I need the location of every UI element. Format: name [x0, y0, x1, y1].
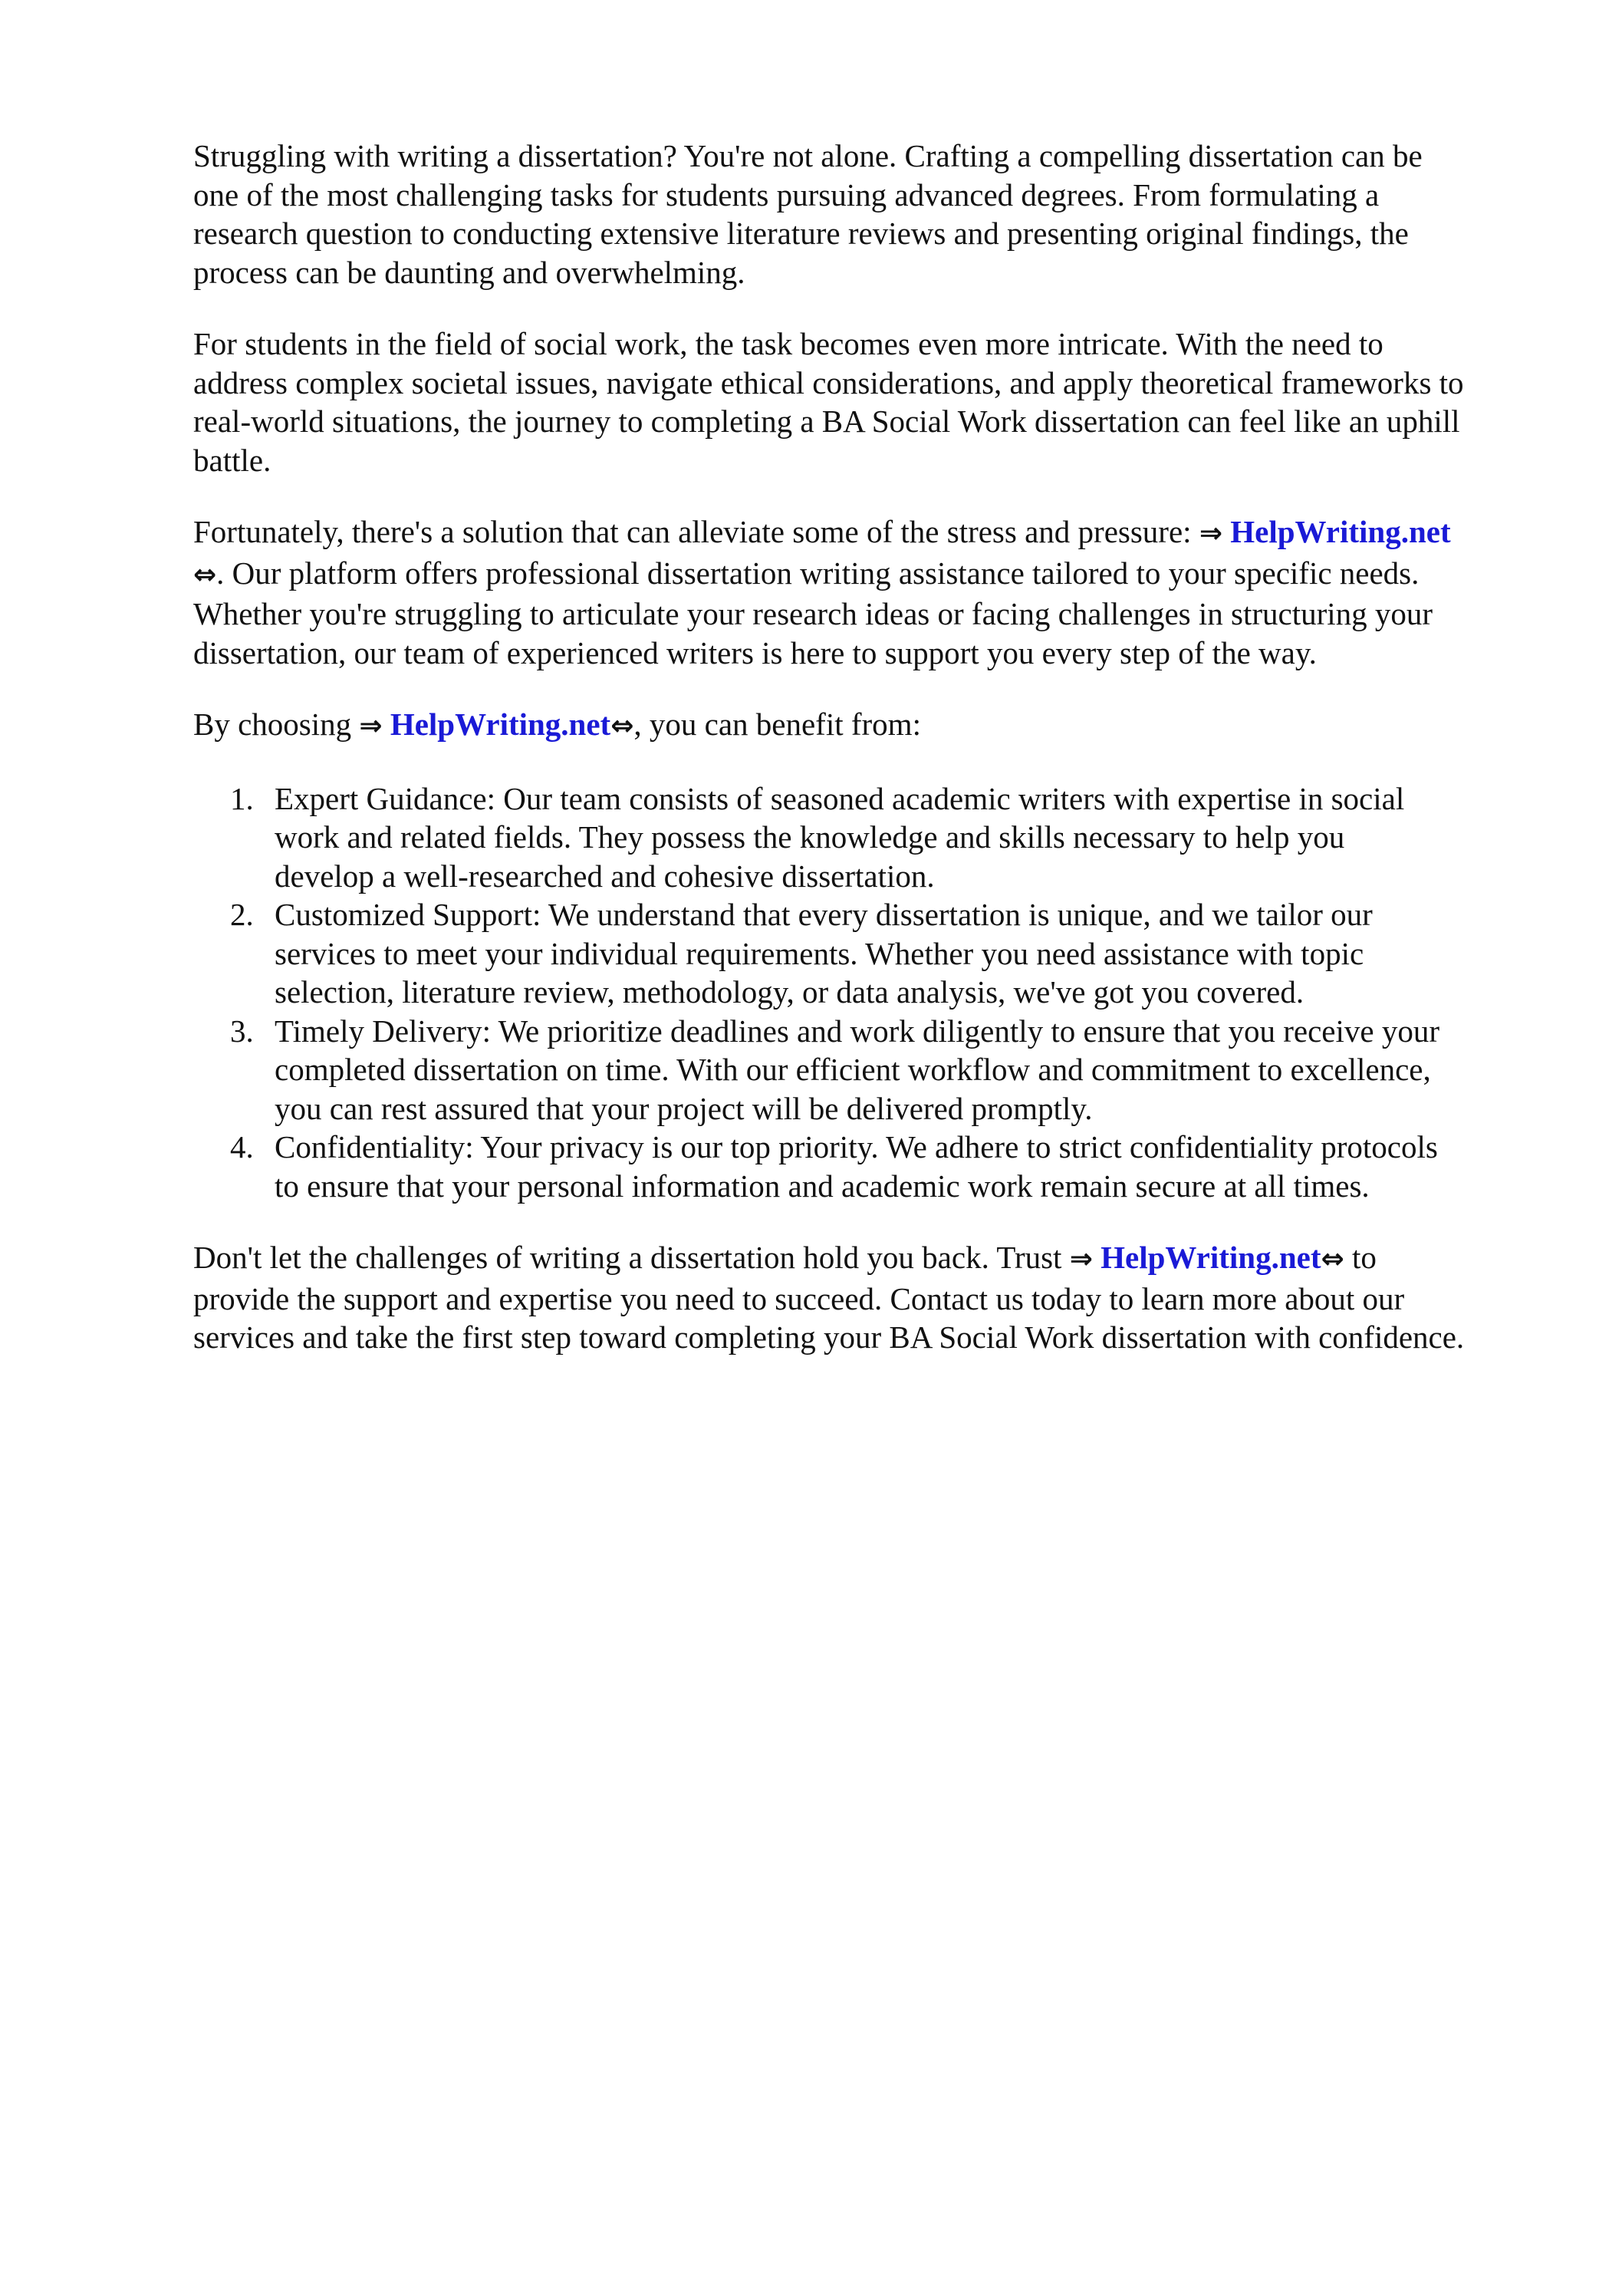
text-line: For students in the field of social work, the task becomes even more intricate. With the need to — [193, 326, 1383, 361]
document-page — [193, 137, 1543, 1390]
text-line: Expert Guidance: Our team consists of seasoned academic writers with expertise in social — [275, 780, 1405, 816]
helpwriting-link[interactable]: HelpWriting.net — [390, 707, 611, 742]
text-segment: . Our platform offers professional dissertation writing assistance tailored to your specific needs. — [216, 555, 1420, 591]
arrow-both-icon: ⇔ — [1321, 1244, 1344, 1275]
list-number: 3. — [230, 1013, 254, 1049]
text-line: process can be daunting and overwhelming. — [193, 254, 745, 290]
text-line — [193, 705, 1543, 746]
helpwriting-link[interactable]: HelpWriting.net — [1101, 1240, 1321, 1275]
text-line — [193, 512, 1543, 554]
list-item — [193, 779, 1543, 896]
helpwriting-link[interactable]: HelpWriting.net — [1230, 514, 1451, 549]
arrow-right-icon: ⇒ — [1199, 518, 1222, 549]
text-line: Timely Delivery: We prioritize deadlines and work diligently to ensure that you receive your — [275, 1013, 1440, 1049]
text-line: dissertation, our team of experienced writers is here to support you every step of the way. — [193, 634, 1317, 670]
text-segment: By choosing — [193, 707, 360, 742]
text-line: real-world situations, the journey to completing a BA Social Work dissertation can feel like an uphill — [193, 404, 1460, 439]
text-line: provide the support and expertise you need to succeed. Contact us today to learn more about our — [193, 1280, 1405, 1316]
text-line: research question to conducting extensive literature reviews and presenting original findings, the — [193, 216, 1409, 251]
text-line: Whether you're struggling to articulate your research ideas or facing challenges in structuring your — [193, 596, 1433, 631]
text-line: services and take the first step toward completing your BA Social Work dissertation with confidence. — [193, 1319, 1465, 1355]
list-item — [193, 1012, 1543, 1128]
social-work-paragraph — [193, 324, 1543, 479]
text-line: to ensure that your personal information and academic work remain secure at all times. — [275, 1168, 1370, 1204]
closing-paragraph — [193, 1238, 1543, 1357]
text-segment: , you can benefit from: — [633, 707, 921, 742]
text-line: one of the most challenging tasks for students pursuing advanced degrees. From formulating a — [193, 176, 1380, 212]
list-item — [193, 895, 1543, 1012]
solution-paragraph — [193, 512, 1543, 672]
text-line: Struggling with writing a dissertation? You're not alone. Crafting a compelling dissertation can be — [193, 138, 1423, 173]
text-line: work and related fields. They possess the knowledge and skills necessary to help you — [275, 819, 1345, 855]
text-line — [193, 554, 1543, 595]
intro-paragraph — [193, 137, 1543, 292]
text-line: selection, literature review, methodology, or data analysis, we've got you covered. — [275, 974, 1305, 1010]
text-line: you can rest assured that your project will be delivered promptly. — [275, 1090, 1093, 1126]
text-line — [193, 1238, 1543, 1280]
text-segment: Fortunately, there's a solution that can alleviate some of the stress and pressure: — [193, 514, 1199, 549]
text-line: services to meet your individual requirements. Whether you need assistance with topic — [275, 935, 1364, 971]
benefits-intro-paragraph — [193, 705, 1543, 746]
list-number: 2. — [230, 897, 254, 932]
text-segment: to — [1344, 1240, 1377, 1275]
list-item — [193, 1128, 1543, 1205]
arrow-both-icon: ⇔ — [193, 558, 217, 591]
text-line: Customized Support: We understand that every dissertation is unique, and we tailor our — [275, 897, 1373, 932]
list-number: 1. — [230, 780, 254, 816]
arrow-right-icon: ⇒ — [1069, 1244, 1093, 1275]
text-line: battle. — [193, 442, 271, 478]
text-line: develop a well-researched and cohesive dissertation. — [275, 858, 935, 894]
text-line: address complex societal issues, navigate ethical considerations, and apply theoretical frameworks to — [193, 364, 1464, 400]
arrow-both-icon: ⇔ — [610, 710, 634, 742]
text-line: Confidentiality: Your privacy is our top priority. We adhere to strict confidentiality protocols — [275, 1129, 1438, 1164]
text-line: completed dissertation on time. With our efficient workflow and commitment to excellence, — [275, 1052, 1431, 1087]
text-segment: Don't let the challenges of writing a dissertation hold you back. Trust — [193, 1240, 1070, 1275]
list-number: 4. — [230, 1129, 254, 1164]
benefits-list — [193, 779, 1543, 1206]
arrow-right-icon: ⇒ — [359, 710, 383, 742]
